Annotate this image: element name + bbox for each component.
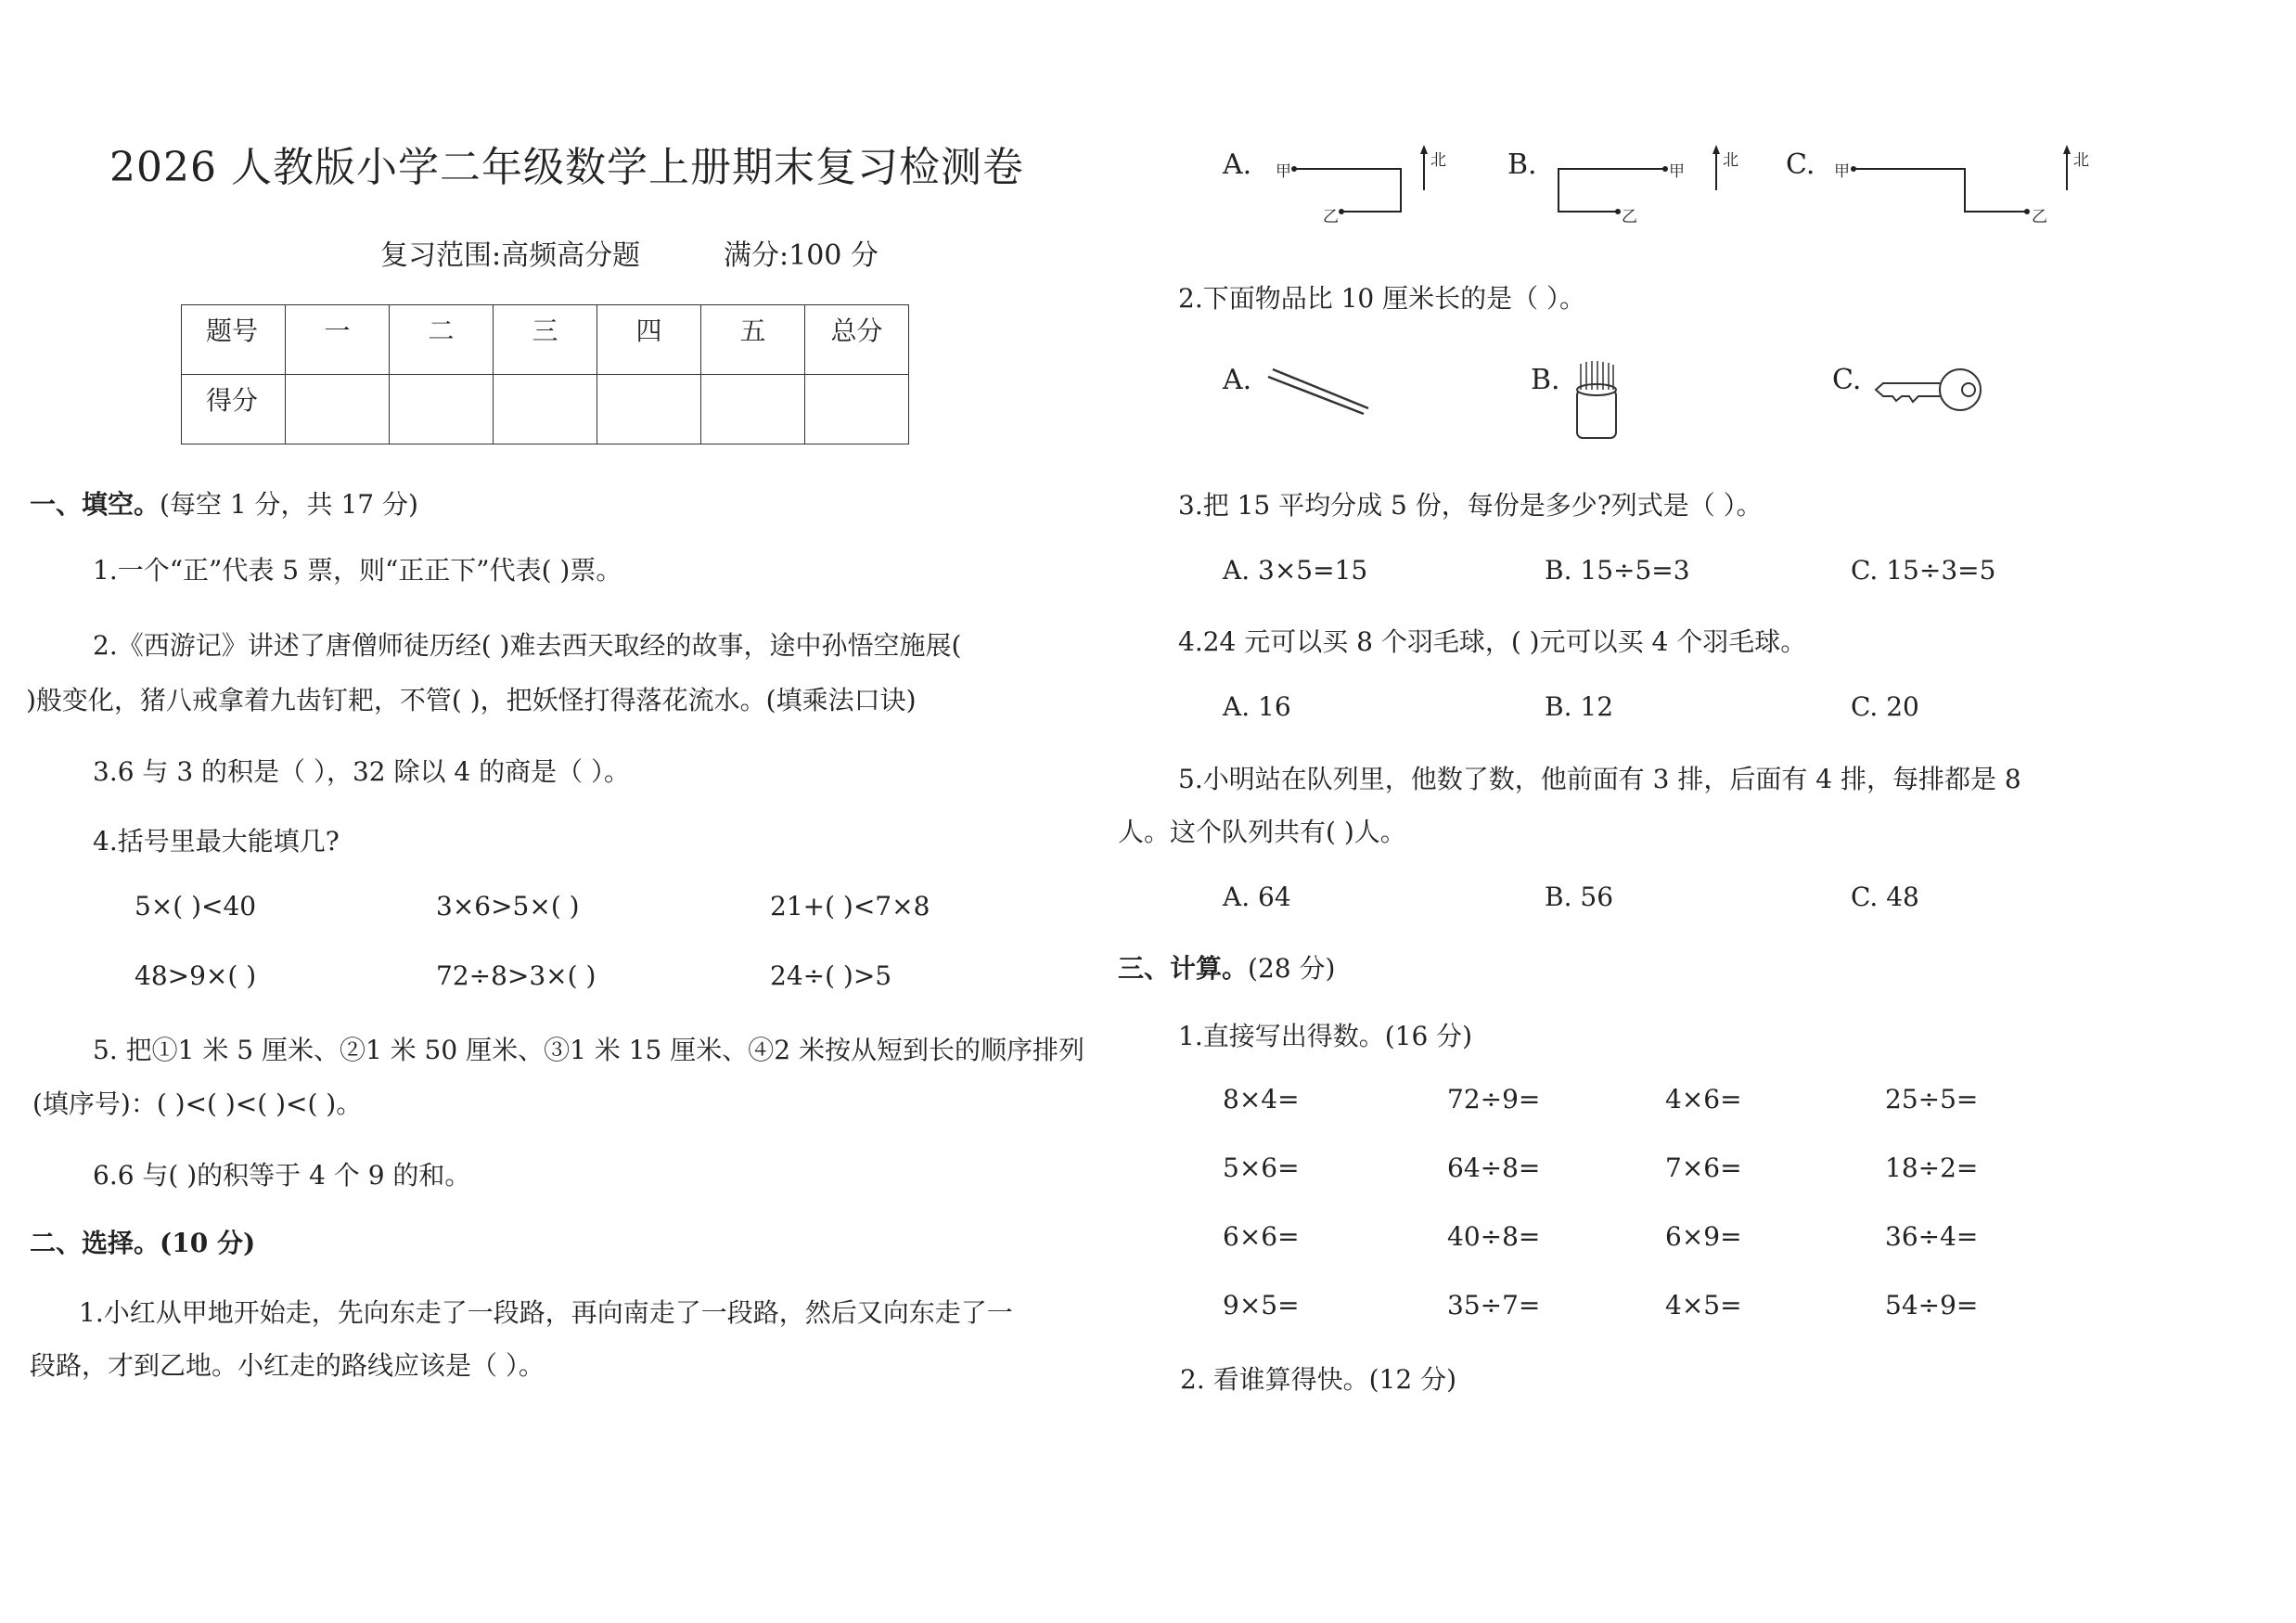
s1-question-2-line2: )般变化，猪八戒拿着九齿钉耙，不管( )，把妖怪打得落花流水。(填乘法口诀) [26,685,917,715]
section2-note: (10 分) [160,1228,256,1258]
s2-question-1-line1: 1.小红从甲地开始走，先向东走了一段路，再向南走了一段路，然后又向东走了一 [79,1297,1013,1328]
score-cell: 得分 [182,375,286,444]
calc-item: 54÷9= [1885,1290,1979,1320]
score-cell: 五 [701,305,805,375]
s1-q4-item: 48>9×( ) [135,960,257,991]
s1-q4-item: 72÷8>3×( ) [436,960,596,991]
s2-question-2: 2.下面物品比 10 厘米长的是（ ）。 [1178,283,1586,314]
map-label-end: 乙 [2032,208,2047,226]
calc-item: 9×5= [1223,1290,1300,1320]
calc-item: 64÷8= [1447,1153,1541,1183]
calc-item: 4×6= [1665,1084,1742,1114]
s2-q5-option-a: A. 64 [1223,882,1291,912]
calc-item: 6×9= [1665,1221,1742,1252]
section2-heading: 二、选择。 [30,1228,160,1258]
item-option-c-label: C. [1832,364,1862,396]
page-title: 2026 人教版小学二年级数学上册期末复习检测卷 [109,144,1024,191]
s1-q4-item: 5×( )<40 [135,891,257,921]
score-cell: 四 [597,305,701,375]
s2-q4-option-b: B. 12 [1545,691,1614,722]
calc-item: 72÷9= [1447,1084,1541,1114]
route-option-a-label: A. [1223,148,1252,181]
s2-q3-option-b: B. 15÷5=3 [1545,555,1690,586]
map-label-start: 甲 [1834,162,1850,181]
section3-note: (28 分) [1248,953,1336,984]
s2-q3-option-a: A. 3×5=15 [1223,555,1368,586]
item-option-a-label: A. [1223,364,1252,396]
calc-item: 6×6= [1223,1221,1300,1252]
s1-question-5-line1: 5. 把①1 米 5 厘米、②1 米 50 厘米、③1 米 15 厘米、④2 米按从短到长的顺序排列 [93,1035,1084,1065]
calc-item: 7×6= [1665,1153,1742,1183]
section3-title [1118,948,1335,985]
s2-q4-option-c: C. 20 [1851,691,1919,722]
route-option-c-label: C. [1786,148,1815,181]
s2-q5-option-c: C. 48 [1851,882,1919,912]
item-pictures [0,0,2296,464]
score-cell: 一 [286,305,390,375]
toothpick-holder-icon [1577,361,1616,438]
map-label-north: 北 [1723,151,1738,170]
chopsticks-icon [1268,369,1368,414]
s1-question-4: 4.括号里最大能填几? [93,826,340,857]
calc-item: 36÷4= [1885,1221,1979,1252]
map-label-start: 甲 [1276,162,1291,181]
calc-item: 40÷8= [1447,1221,1541,1252]
key-icon [1876,369,1981,410]
s1-question-6: 6.6 与( )的积等于 4 个 9 的和。 [93,1160,471,1191]
s1-question-5-line2: (填序号)：( )<( )<( )<( )。 [32,1088,363,1119]
score-cell: 题号 [182,305,286,375]
s1-q4-item: 24÷( )>5 [770,960,892,991]
full-marks: 满分:100 分 [724,239,879,272]
section2-title [30,1223,255,1260]
map-label-north: 北 [1430,151,1446,170]
route-option-b-label: B. [1507,148,1537,181]
s2-question-5-line2: 人。这个队列共有( )人。 [1118,817,1406,847]
s1-question-1: 1.一个“正”代表 5 票，则“正正下”代表( )票。 [93,555,622,586]
map-label-end: 乙 [1323,208,1339,226]
calc-item: 4×5= [1665,1290,1742,1320]
s1-question-3: 3.6 与 3 的积是（ ），32 除以 4 的商是（ ）。 [93,756,630,787]
s2-q3-option-c: C. 15÷3=5 [1851,555,1996,586]
map-label-start: 甲 [1669,162,1685,181]
calc-item: 35÷7= [1447,1290,1541,1320]
calc-item: 18÷2= [1885,1153,1979,1183]
section1-note: (每空 1 分，共 17 分) [160,489,418,520]
calc-item: 8×4= [1223,1084,1300,1114]
s3-question-2: 2. 看谁算得快。(12 分) [1180,1364,1456,1395]
s2-q4-option-a: A. 16 [1223,691,1291,722]
calc-item: 5×6= [1223,1153,1300,1183]
s1-question-2-line1: 2.《西游记》讲述了唐僧师徒历经( )难去西天取经的故事，途中孙悟空施展( [93,630,962,661]
s1-q4-item: 21+( )<7×8 [770,891,930,921]
score-cell: 总分 [805,305,909,375]
s2-question-1-line2: 段路，才到乙地。小红走的路线应该是（ ）。 [30,1350,545,1381]
section1-heading: 一、填空。 [30,489,160,520]
section1-title [30,484,418,522]
s2-q5-option-b: B. 56 [1545,882,1614,912]
s2-question-3: 3.把 15 平均分成 5 份，每份是多少?列式是（ ）。 [1178,490,1763,521]
score-cell: 三 [494,305,597,375]
section3-heading: 三、计算。 [1118,953,1249,984]
review-scope: 复习范围:高频高分题 [380,239,641,272]
calc-item: 25÷5= [1885,1084,1979,1114]
map-label-end: 乙 [1622,208,1637,226]
s2-question-5-line1: 5.小明站在队列里，他数了数，他前面有 3 排，后面有 4 排，每排都是 8 [1178,764,2021,794]
score-cell: 二 [390,305,494,375]
map-label-north: 北 [2073,151,2089,170]
item-option-b-label: B. [1531,364,1560,396]
s1-q4-item: 3×6>5×( ) [436,891,580,921]
s3-question-1: 1.直接写出得数。(16 分) [1178,1021,1473,1051]
s2-question-4: 4.24 元可以买 8 个羽毛球，( )元可以买 4 个羽毛球。 [1178,626,1807,657]
